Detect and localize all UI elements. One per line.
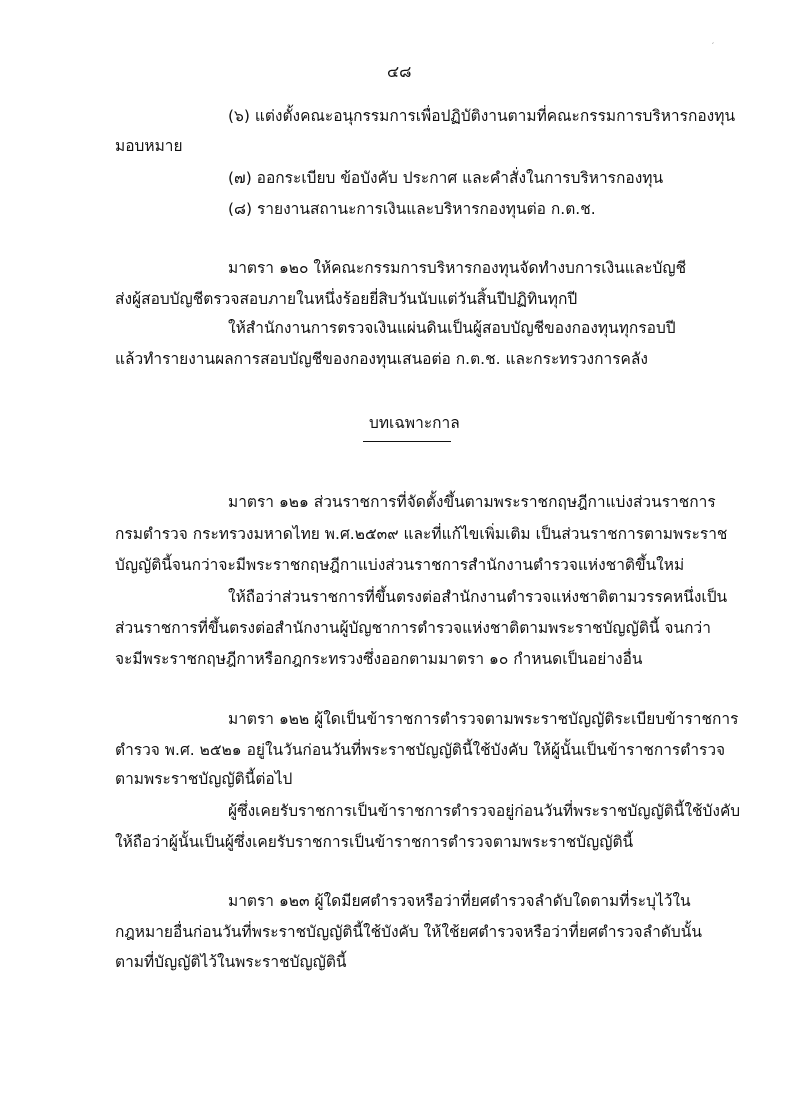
section-122-p2-line-2: ให้ถือว่าผู้นั้นเป็นผู้ซึ่งเคยรับราชการเป็นข้าราชการตำรวจตามพระราชบัญญัตินี้ xyxy=(115,833,634,851)
item-6-line-2: มอบหมาย xyxy=(115,137,183,155)
section-122-p1-line-3: ตามพระราชบัญญัตินี้ต่อไป xyxy=(115,770,293,788)
section-heading: บทเฉพาะกาล xyxy=(369,414,460,432)
section-121-p2-line-1: ให้ถือว่าส่วนราชการที่ขึ้นตรงต่อสำนักงานตำรวจแห่งชาติตามวรรคหนึ่งเป็น xyxy=(228,588,728,606)
scan-mark: ′ xyxy=(712,42,715,52)
section-121-p1-line-1: มาตรา ๑๒๑ ส่วนราชการที่จัดตั้งขึ้นตามพระราชกฤษฎีกาแบ่งส่วนราชการ xyxy=(228,493,716,511)
section-122-p1-line-1: มาตรา ๑๒๒ ผู้ใดเป็นข้าราชการตำรวจตามพระราชบัญญัติระเบียบข้าราชการ xyxy=(228,710,739,728)
section-123-p1-line-2: กฎหมายอื่นก่อนวันที่พระราชบัญญัตินี้ใช้บังคับ ให้ใช้ยศตำรวจหรือว่าที่ยศตำรวจลำดับนั้น xyxy=(115,923,702,941)
heading-underline xyxy=(363,441,451,442)
section-123-p1-line-3: ตามที่บัญญัติไว้ในพระราชบัญญัตินี้ xyxy=(115,953,347,971)
section-122-p2-line-1: ผู้ซึ่งเคยรับราชการเป็นข้าราชการตำรวจอยู่ก่อนวันที่พระราชบัญญัตินี้ใช้บังคับ xyxy=(228,802,741,820)
section-123-p1-line-1: มาตรา ๑๒๓ ผู้ใดมียศตำรวจหรือว่าที่ยศตำรวจลำดับใดตามที่ระบุไว้ใน xyxy=(228,892,691,910)
item-7-line-1: (๗) ออกระเบียบ ข้อบังคับ ประกาศ และคำสั่งในการบริหารกองทุน xyxy=(228,169,664,187)
section-121-p1-line-3: บัญญัตินี้จนกว่าจะมีพระราชกฤษฎีกาแบ่งส่วนราชการสำนักงานตำรวจแห่งชาติขึ้นใหม่ xyxy=(115,556,685,574)
section-121-p2-line-2: ส่วนราชการที่ขึ้นตรงต่อสำนักงานผู้บัญชาการตำรวจแห่งชาติตามพระราชบัญญัตินี้ จนกว่า xyxy=(115,619,711,637)
item-8-line-1: (๘) รายงานสถานะการเงินและบริหารกองทุนต่อ ก.ต.ช. xyxy=(228,200,596,218)
section-121-p1-line-2: กรมตำรวจ กระทรวงมหาดไทย พ.ศ.๒๕๓๙ และที่แก้ไขเพิ่มเติม เป็นส่วนราชการตามพระราช xyxy=(115,525,728,543)
section-122-p1-line-2: ตำรวจ พ.ศ. ๒๕๒๑ อยู่ในวันก่อนวันที่พระราชบัญญัตินี้ใช้บังคับ ให้ผู้นั้นเป็นข้าราชการตำรวจ xyxy=(115,741,726,759)
section-120-p2-line-1: ให้สำนักงานการตรวจเงินแผ่นดินเป็นผู้สอบบัญชีของกองทุนทุกรอบปี xyxy=(228,319,676,337)
page-number: ๔๘ xyxy=(387,62,412,81)
section-120-p1-line-2: ส่งผู้สอบบัญชีตรวจสอบภายในหนึ่งร้อยยี่สิบวันนับแต่วันสิ้นปีปฏิทินทุกปี xyxy=(115,290,578,308)
section-120-p1-line-1: มาตรา ๑๒๐ ให้คณะกรรมการบริหารกองทุนจัดทำงบการเงินและบัญชี xyxy=(228,259,687,277)
item-6-line-1: (๖) แต่งตั้งคณะอนุกรรมการเพื่อปฏิบัติงานตามที่คณะกรรมการบริหารกองทุน xyxy=(228,107,736,125)
section-120-p2-line-2: แล้วทำรายงานผลการสอบบัญชีของกองทุนเสนอต่อ ก.ต.ช. และกระทรวงการคลัง xyxy=(115,350,648,368)
section-121-p2-line-3: จะมีพระราชกฤษฎีกาหรือกฎกระทรวงซึ่งออกตามมาตรา ๑๐ กำหนดเป็นอย่างอื่น xyxy=(115,650,643,668)
